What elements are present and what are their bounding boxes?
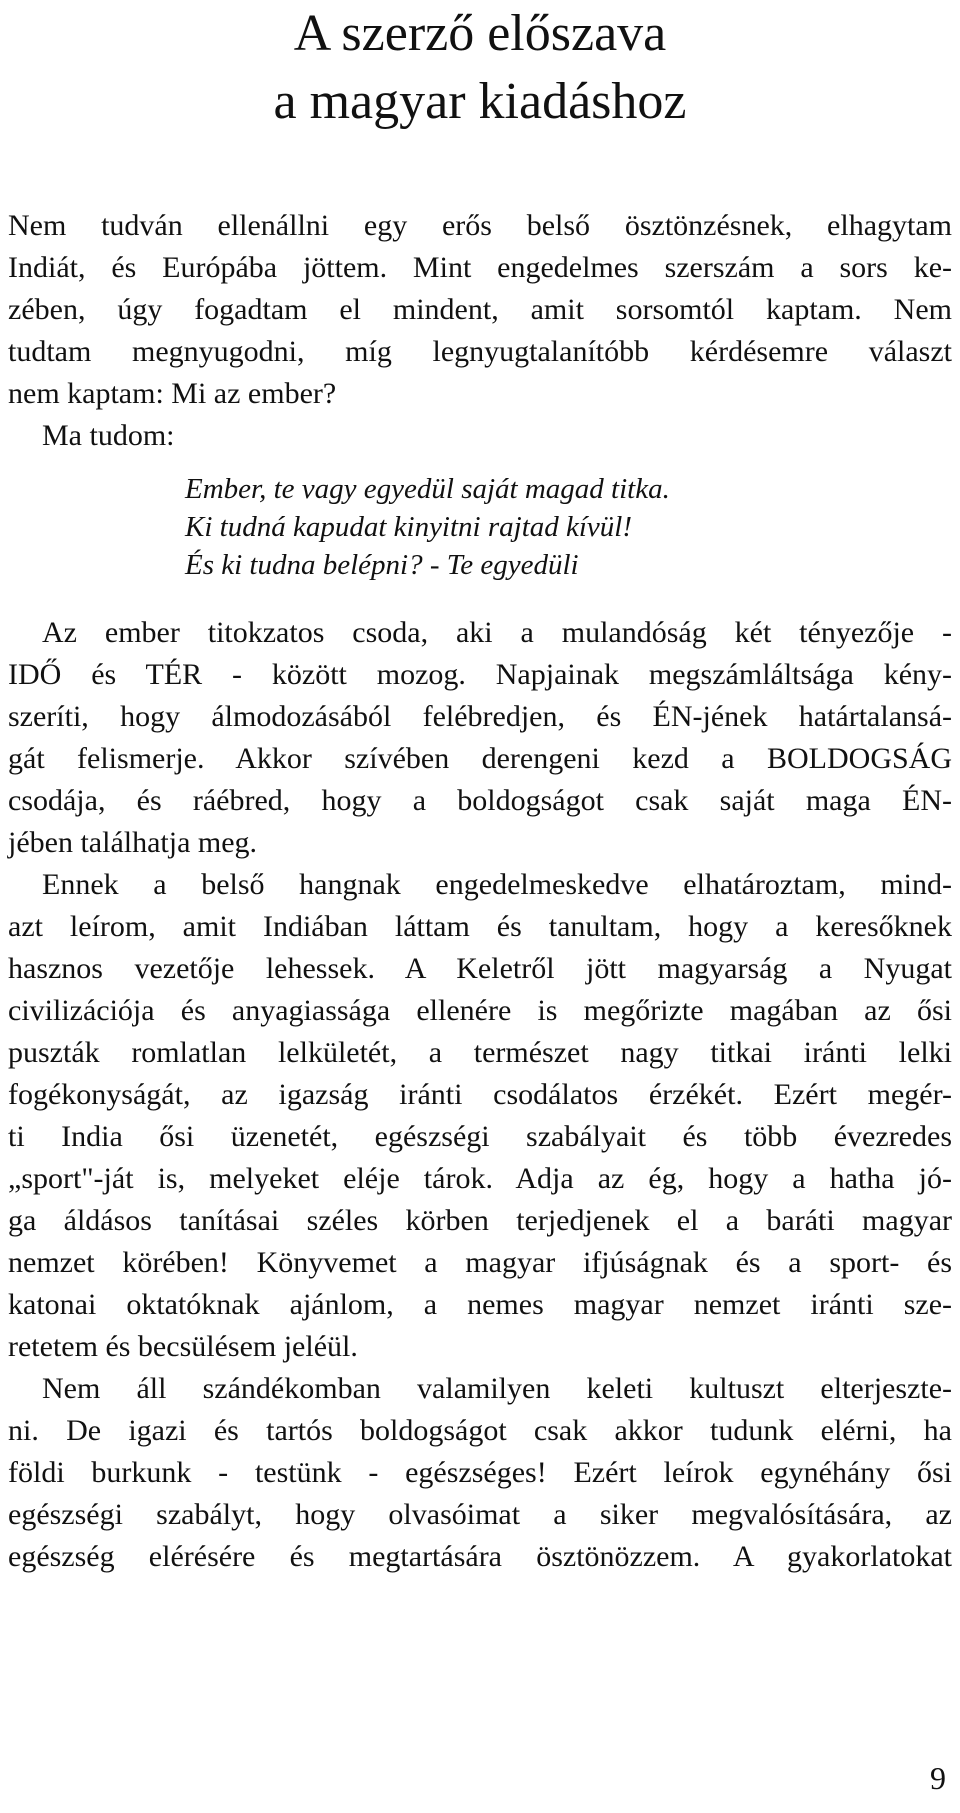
text-line: csodája, és ráébred, hogy a boldogságot csak saját maga ÉN- [8, 784, 952, 817]
verse-quote [185, 470, 670, 584]
text-line: tudtam megnyugodni, míg legnyugtalanítóbb kérdésemre választ [8, 335, 952, 368]
text-line: egészségi szabályt, hogy olvasóimat a siker megvalósítására, az [8, 1498, 952, 1531]
verse-line: És ki tudna belépni? - Te egyedüli [185, 549, 579, 581]
text-line: Ma tudom: [42, 419, 175, 452]
text-line: szeríti, hogy álmodozásából felébredjen, és ÉN-jének határtalansá- [8, 700, 952, 733]
text-line: azt leírom, amit Indiában láttam és tanultam, hogy a keresőknek [8, 910, 952, 943]
text-line: katonai oktatóknak ajánlom, a nemes magyar nemzet iránti sze- [8, 1288, 952, 1321]
page-title [0, 0, 960, 136]
text-line: egészség elérésére és megtartására ösztönözzem. A gyakorlatokat [8, 1540, 952, 1573]
title-line-2: a magyar kiadáshoz [273, 73, 687, 130]
text-line: jében találhatja meg. [8, 826, 258, 859]
text-line: „sport"-ját is, melyeket eléje tárok. Adja az ég, hogy a hatha jó- [8, 1162, 952, 1195]
text-line: puszták romlatlan lelkületét, a természet nagy titkai iránti lelki [8, 1036, 952, 1069]
text-line: ni. De igazi és tartós boldogságot csak akkor tudunk elérni, ha [8, 1414, 952, 1447]
text-line: földi burkunk - testünk - egészséges! Ezért leírok egynéhány ősi [8, 1456, 952, 1489]
text-line: Az ember titokzatos csoda, aki a mulandóság két tényezője - [42, 616, 952, 649]
verse-line: Ember, te vagy egyedül saját magad titka. [185, 473, 670, 505]
text-line: zében, úgy fogadtam el mindent, amit sorsomtól kaptam. Nem [8, 293, 952, 326]
text-line: hasznos vezetője lehessek. A Keletről jött magyarság a Nyugat [8, 952, 952, 985]
text-line: IDŐ és TÉR - között mozog. Napjainak megszámláltsága kény- [8, 658, 952, 691]
title-line-1: A szerző előszava [293, 5, 667, 62]
intro-paragraph [8, 205, 952, 457]
verse-line: Ki tudná kapudat kinyitni rajtad kívül! [185, 511, 633, 543]
text-line: ti India ősi üzenetét, egészségi szabályait és több évezredes [8, 1120, 952, 1153]
text-line: Indiát, és Európába jöttem. Mint engedelmes szerszám a sors ke- [8, 251, 952, 284]
page-number: 9 [930, 1760, 946, 1796]
text-line: gát felismerje. Akkor szívében derengeni kezd a BOLDOGSÁG [8, 742, 952, 775]
main-paragraphs [8, 612, 952, 1578]
text-line: Ennek a belső hangnak engedelmeskedve elhatároztam, mind- [42, 868, 952, 901]
text-line: fogékonyságát, az igazság iránti csodálatos érzékét. Ezért megér- [8, 1078, 952, 1111]
text-line: ga áldásos tanításai széles körben terjedjenek el a baráti magyar [8, 1204, 952, 1237]
text-line: Nem tudván ellenállni egy erős belső ösztönzésnek, elhagytam [8, 209, 952, 242]
text-line: retetem és becsülésem jeléül. [8, 1330, 358, 1363]
text-line: Nem áll szándékomban valamilyen keleti kultuszt elterjeszte- [42, 1372, 952, 1405]
text-line: nemzet körében! Könyvemet a magyar ifjúságnak és a sport- és [8, 1246, 952, 1279]
text-line: civilizációja és anyagiassága ellenére is megőrizte magában az ősi [8, 994, 952, 1027]
text-line: nem kaptam: Mi az ember? [8, 377, 337, 410]
